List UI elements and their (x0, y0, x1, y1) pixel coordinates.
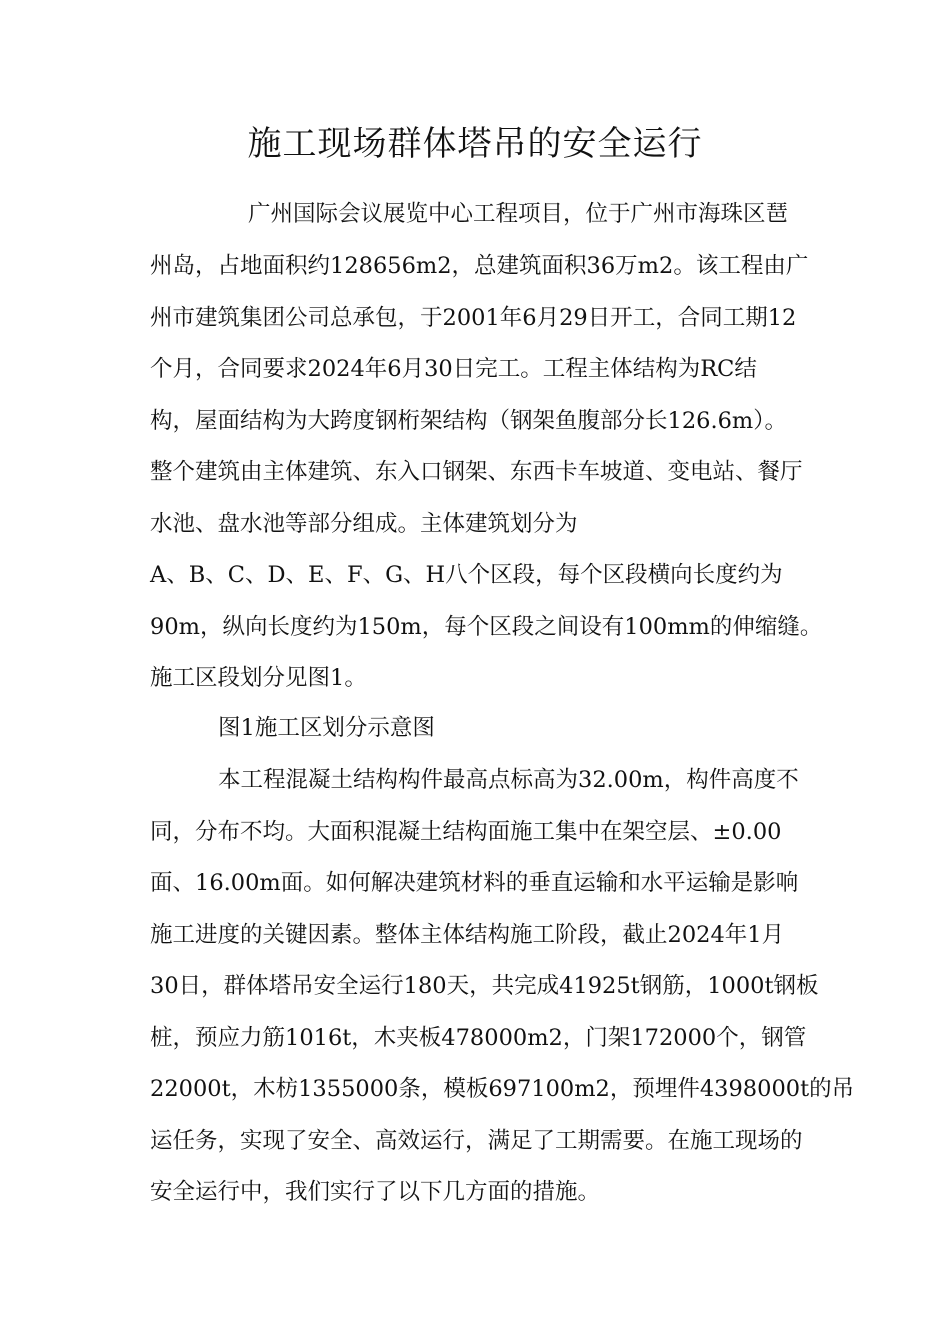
paragraph-line: 同，分布不均。大面积混凝土结构面施工集中在架空层、±0.00 (150, 819, 782, 845)
paragraph-line: 面、16.00m面。如何解决建筑材料的垂直运输和水平运输是影响 (150, 870, 799, 896)
figure-caption: 图1施工区划分示意图 (218, 715, 435, 741)
paragraph-line: 个月，合同要求2024年6月30日完工。工程主体结构为RC结 (150, 356, 757, 382)
paragraph-line: A、B、C、D、E、F、G、H八个区段，每个区段横向长度约为 (150, 562, 783, 588)
paragraph-line: 运任务，实现了安全、高效运行，满足了工期需要。在施工现场的 (150, 1128, 803, 1154)
paragraph-line: 广州国际会议展览中心工程项目，位于广州市海珠区琶 (248, 201, 789, 227)
paragraph-line: 构，屋面结构为大跨度钢桁架结构（钢架鱼腹部分长126.6m）。 (150, 408, 787, 434)
paragraph-line: 90m，纵向长度约为150m，每个区段之间设有100mm的伸缩缝。 (150, 614, 823, 640)
paragraph-line: 施工区段划分见图1。 (150, 665, 367, 691)
paragraph-line: 本工程混凝土结构构件最高点标高为32.00m，构件高度不 (218, 767, 799, 793)
paragraph-line: 22000t，木枋1355000条，模板697100m2，预埋件4398000t的吊 (150, 1076, 855, 1102)
paragraph-line: 州市建筑集团公司总承包，于2001年6月29日开工，合同工期12 (150, 305, 797, 331)
paragraph-line: 水池、盘水池等部分组成。主体建筑划分为 (150, 511, 578, 537)
paragraph-line: 桩，预应力筋1016t，木夹板478000m2，门架172000个，钢管 (150, 1025, 807, 1051)
paragraph-line: 安全运行中，我们实行了以下几方面的措施。 (150, 1179, 601, 1205)
paragraph-line: 30日，群体塔吊安全运行180天，共完成41925t钢筋，1000t钢板 (150, 973, 819, 999)
paragraph-line: 施工进度的关键因素。整体主体结构施工阶段，截止2024年1月 (150, 922, 785, 948)
document-title: 施工现场群体塔吊的安全运行 (247, 124, 703, 164)
paragraph-line: 整个建筑由主体建筑、东入口钢架、东西卡车坡道、变电站、餐厅 (150, 459, 803, 485)
paragraph-line: 州岛，占地面积约128656m2，总建筑面积36万m2。该工程由广 (150, 253, 809, 279)
